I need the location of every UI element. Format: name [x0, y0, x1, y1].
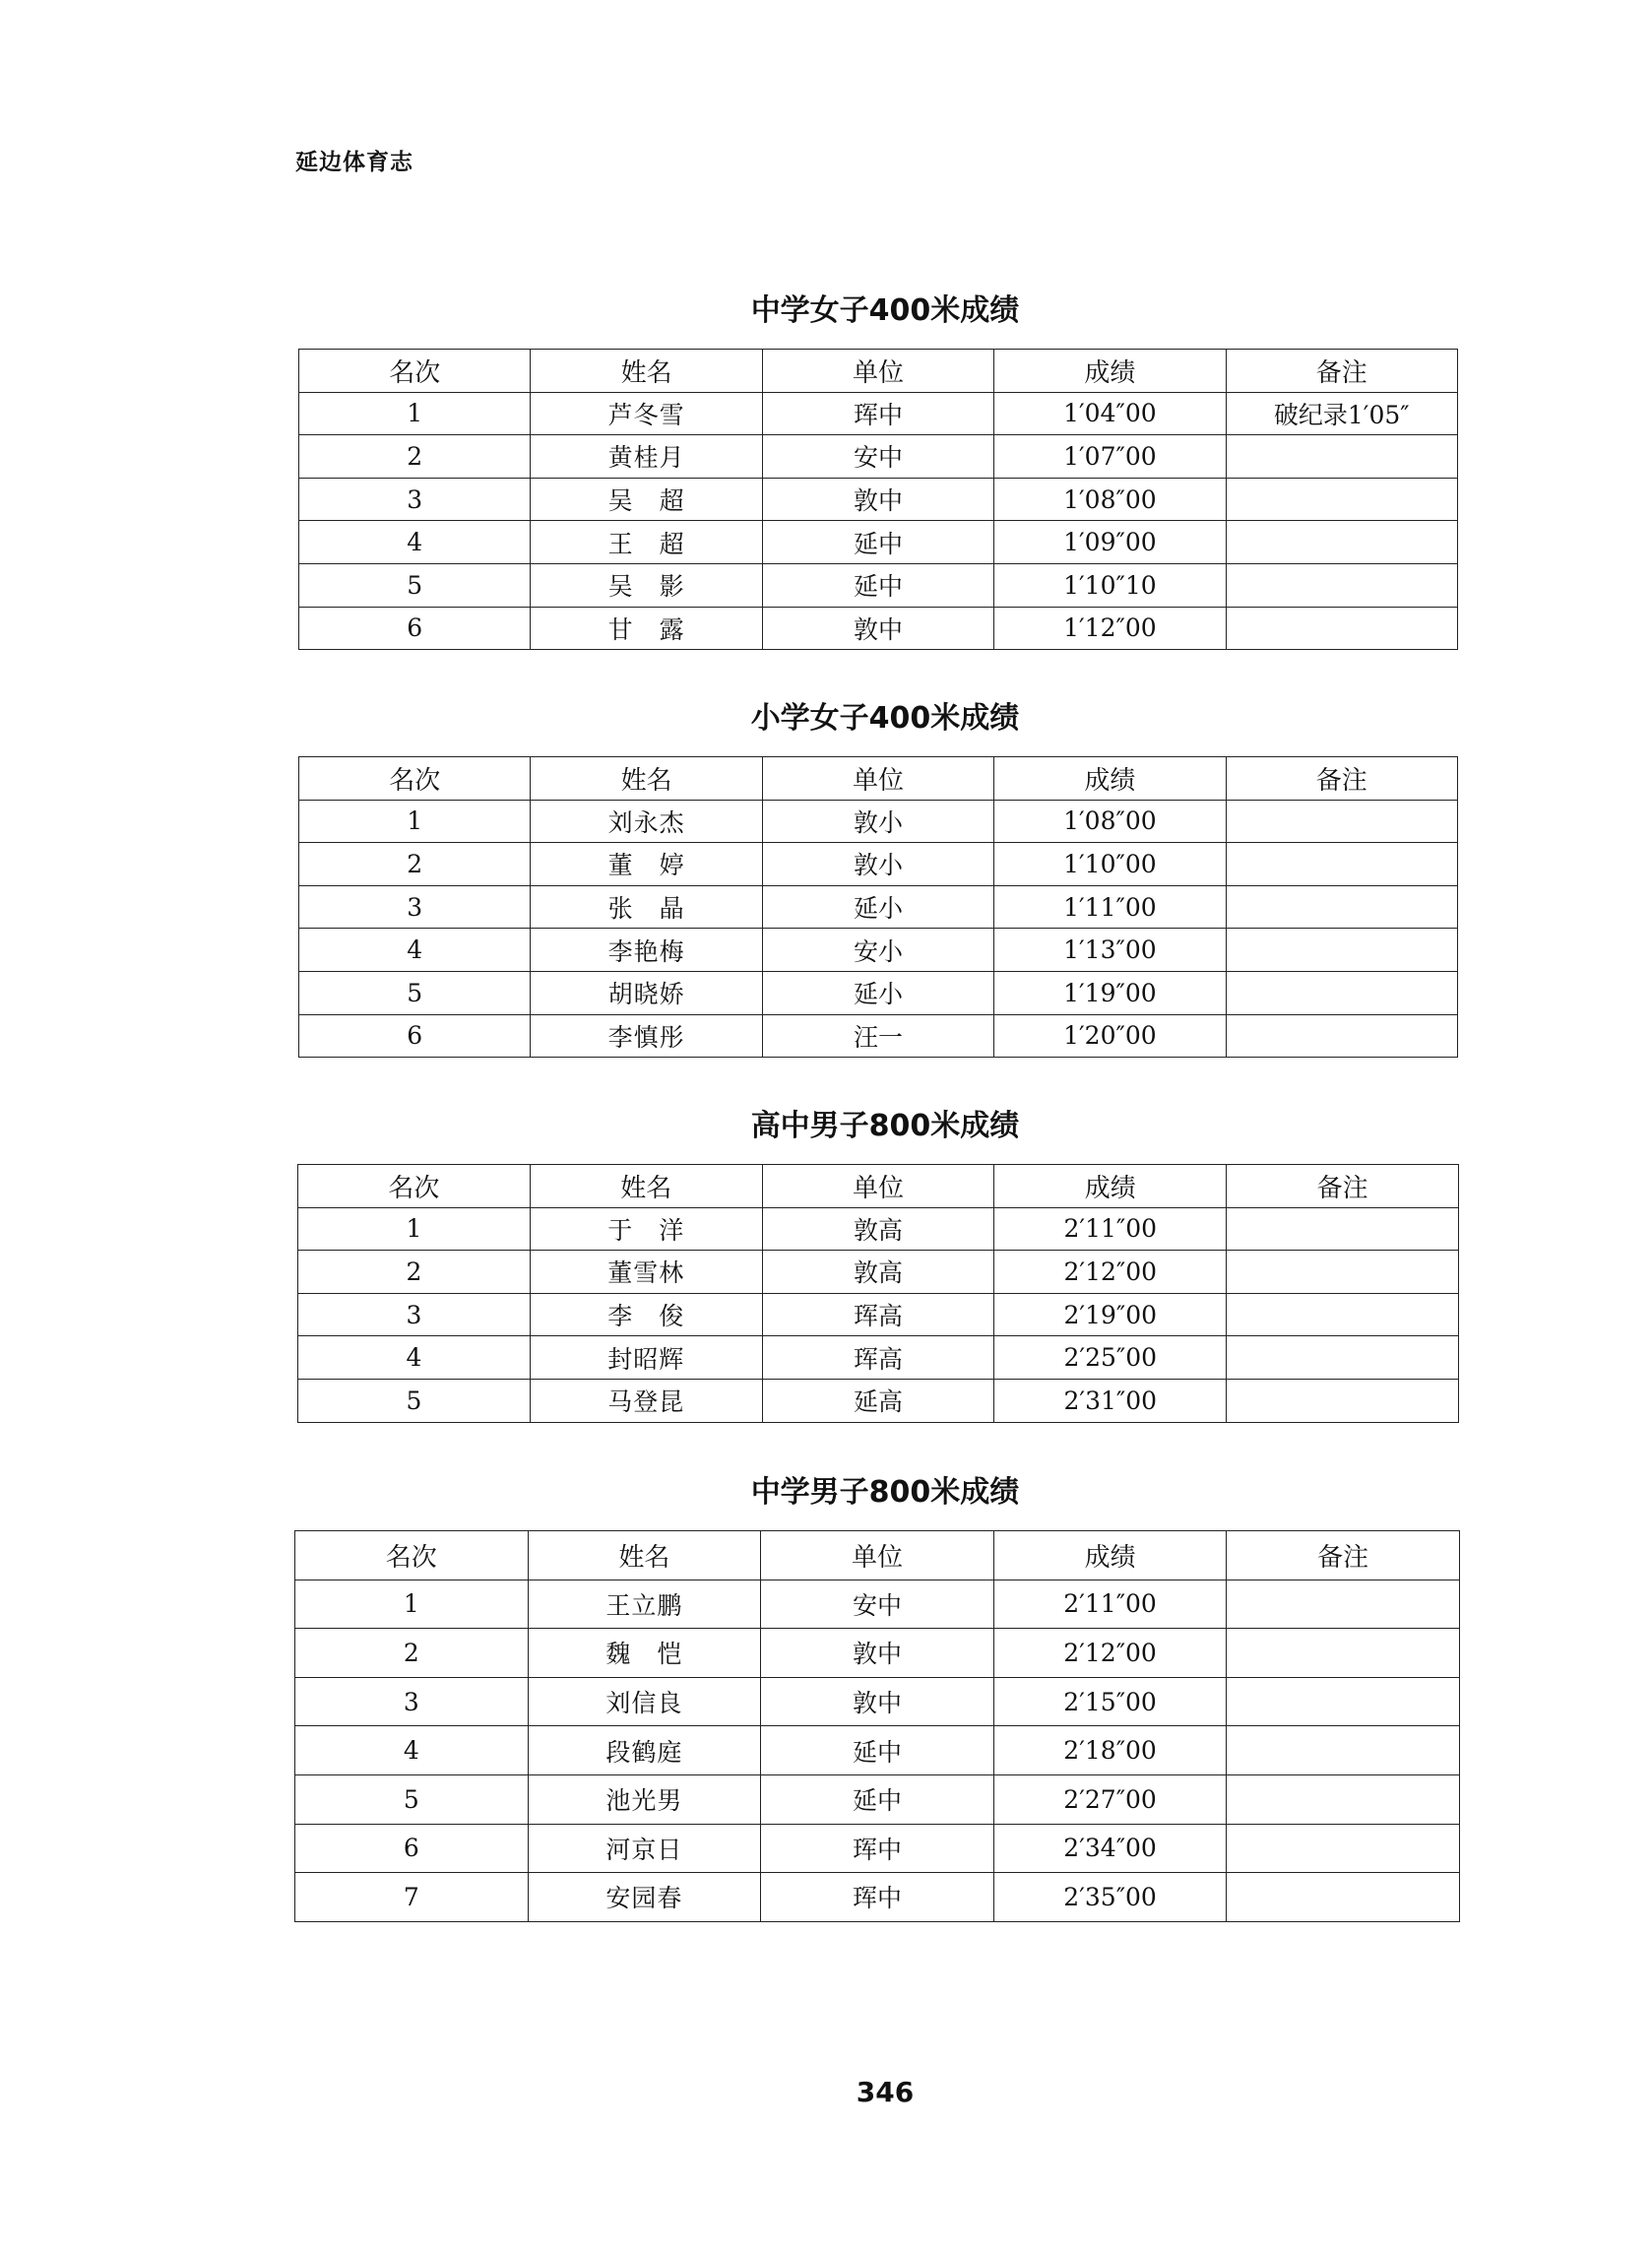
cell-result: 1′20″00 [994, 1014, 1226, 1058]
cell-unit: 珲高 [762, 1293, 994, 1336]
cell-remark [1227, 1207, 1459, 1251]
cell-result: 1′08″00 [994, 478, 1226, 521]
col-name-header: 姓名 [530, 1165, 762, 1208]
cell-rank: 6 [299, 607, 531, 650]
table-title: 小学女子400米成绩 [750, 701, 1020, 736]
cell-remark [1226, 929, 1457, 972]
cell-remark [1227, 1873, 1460, 1922]
table-title: 中学女子400米成绩 [750, 293, 1020, 328]
cell-unit: 敦小 [762, 843, 993, 886]
cell-name: 段鹤庭 [528, 1726, 761, 1775]
cell-unit: 敦高 [762, 1207, 994, 1251]
table-row [295, 1774, 1460, 1824]
running-header: 延边体育志 [295, 150, 413, 175]
cell-remark [1226, 800, 1457, 843]
table-row [298, 1293, 1459, 1336]
table-row [299, 478, 1458, 521]
cell-rank: 2 [299, 843, 531, 886]
col-remark-header: 备注 [1227, 1531, 1460, 1580]
cell-result: 1′12″00 [994, 607, 1226, 650]
table-row [299, 392, 1458, 435]
cell-name: 董 婷 [531, 843, 762, 886]
cell-rank: 1 [299, 800, 531, 843]
cell-remark [1226, 843, 1457, 886]
cell-unit: 延高 [762, 1379, 994, 1422]
cell-rank: 3 [295, 1677, 529, 1726]
cell-remark [1227, 1774, 1460, 1824]
cell-result: 2′12″00 [993, 1629, 1227, 1678]
cell-unit: 延中 [761, 1726, 994, 1775]
table-row [298, 1207, 1459, 1251]
cell-result: 1′07″00 [994, 435, 1226, 479]
table-row [299, 607, 1458, 650]
col-rank-header: 名次 [299, 350, 531, 393]
cell-result: 2′18″00 [993, 1726, 1227, 1775]
cell-remark [1227, 1379, 1459, 1422]
cell-result: 2′35″00 [993, 1873, 1227, 1922]
header-row [299, 350, 1458, 393]
col-rank-header: 名次 [299, 757, 531, 801]
cell-result: 2′15″00 [993, 1677, 1227, 1726]
cell-rank: 6 [295, 1824, 529, 1873]
cell-remark [1226, 885, 1457, 929]
table-row [295, 1677, 1460, 1726]
cell-rank: 2 [295, 1629, 529, 1678]
col-name-header: 姓名 [531, 757, 762, 801]
cell-rank: 7 [295, 1873, 529, 1922]
cell-rank: 6 [299, 1014, 531, 1058]
col-remark-header: 备注 [1226, 350, 1457, 393]
col-result-header: 成绩 [994, 350, 1226, 393]
cell-result: 1′04″00 [994, 392, 1226, 435]
cell-name: 刘信良 [528, 1677, 761, 1726]
table-row [299, 435, 1458, 479]
cell-unit: 珲中 [761, 1824, 994, 1873]
cell-name: 董雪林 [530, 1251, 762, 1294]
col-name-header: 姓名 [528, 1531, 761, 1580]
table-row [298, 1379, 1459, 1422]
cell-unit: 敦中 [762, 478, 993, 521]
col-rank-header: 名次 [298, 1165, 531, 1208]
col-unit-header: 单位 [762, 1165, 994, 1208]
results-table [298, 349, 1458, 650]
header-row [298, 1165, 1459, 1208]
cell-name: 王 超 [531, 521, 762, 564]
table-title: 高中男子800米成绩 [750, 1109, 1020, 1143]
cell-unit: 安小 [762, 929, 993, 972]
cell-unit: 延小 [762, 885, 993, 929]
col-name-header: 姓名 [531, 350, 762, 393]
cell-name: 芦冬雪 [531, 392, 762, 435]
cell-result: 1′10″10 [994, 563, 1226, 607]
cell-result: 1′09″00 [994, 521, 1226, 564]
cell-result: 1′11″00 [994, 885, 1226, 929]
table-row [298, 1251, 1459, 1294]
cell-rank: 2 [299, 435, 531, 479]
cell-remark [1226, 435, 1457, 479]
cell-remark: 破纪录1′05″ [1226, 392, 1457, 435]
table-row [299, 1014, 1458, 1058]
cell-rank: 5 [298, 1379, 531, 1422]
cell-rank: 5 [299, 971, 531, 1014]
cell-unit: 延中 [761, 1774, 994, 1824]
cell-rank: 2 [298, 1251, 531, 1294]
cell-name: 河京日 [528, 1824, 761, 1873]
cell-unit: 珲高 [762, 1336, 994, 1380]
cell-result: 2′34″00 [993, 1824, 1227, 1873]
col-unit-header: 单位 [762, 757, 993, 801]
cell-result: 1′19″00 [994, 971, 1226, 1014]
cell-unit: 敦中 [761, 1677, 994, 1726]
cell-result: 2′11″00 [994, 1207, 1227, 1251]
table-row [295, 1629, 1460, 1678]
cell-unit: 延小 [762, 971, 993, 1014]
cell-remark [1227, 1677, 1460, 1726]
cell-unit: 延中 [762, 521, 993, 564]
cell-rank: 1 [295, 1580, 529, 1629]
col-result-header: 成绩 [993, 1531, 1227, 1580]
col-remark-header: 备注 [1226, 757, 1457, 801]
cell-name: 黄桂月 [531, 435, 762, 479]
table-row [299, 971, 1458, 1014]
cell-unit: 珲中 [761, 1873, 994, 1922]
cell-name: 刘永杰 [531, 800, 762, 843]
cell-unit: 敦中 [762, 607, 993, 650]
cell-name: 吴 超 [531, 478, 762, 521]
cell-remark [1227, 1293, 1459, 1336]
cell-rank: 3 [298, 1293, 531, 1336]
cell-name: 李艳梅 [531, 929, 762, 972]
cell-rank: 4 [295, 1726, 529, 1775]
cell-remark [1226, 478, 1457, 521]
results-table [294, 1530, 1460, 1922]
cell-remark [1227, 1580, 1460, 1629]
table-row [295, 1824, 1460, 1873]
cell-rank: 1 [299, 392, 531, 435]
cell-result: 1′13″00 [994, 929, 1226, 972]
table-row [299, 843, 1458, 886]
cell-name: 马登昆 [530, 1379, 762, 1422]
cell-unit: 安中 [761, 1580, 994, 1629]
results-table [297, 1164, 1459, 1423]
table-title: 中学男子800米成绩 [750, 1475, 1020, 1510]
cell-name: 李慎彤 [531, 1014, 762, 1058]
cell-remark [1226, 607, 1457, 650]
cell-remark [1227, 1824, 1460, 1873]
table-row [299, 885, 1458, 929]
header-row [295, 1531, 1460, 1580]
cell-unit: 珲中 [762, 392, 993, 435]
col-rank-header: 名次 [295, 1531, 529, 1580]
cell-name: 池光男 [528, 1774, 761, 1824]
cell-result: 2′25″00 [994, 1336, 1227, 1380]
cell-rank: 4 [299, 521, 531, 564]
table-row [295, 1726, 1460, 1775]
cell-rank: 3 [299, 478, 531, 521]
cell-rank: 3 [299, 885, 531, 929]
results-table [298, 756, 1458, 1058]
col-unit-header: 单位 [762, 350, 993, 393]
cell-unit: 延中 [762, 563, 993, 607]
cell-unit: 汪一 [762, 1014, 993, 1058]
cell-name: 胡晓娇 [531, 971, 762, 1014]
cell-name: 李 俊 [530, 1293, 762, 1336]
page-number: 346 [856, 2076, 915, 2108]
cell-name: 吴 影 [531, 563, 762, 607]
cell-remark [1226, 521, 1457, 564]
cell-rank: 4 [298, 1336, 531, 1380]
table-row [299, 563, 1458, 607]
table-row [295, 1873, 1460, 1922]
cell-remark [1226, 563, 1457, 607]
cell-name: 甘 露 [531, 607, 762, 650]
cell-remark [1227, 1251, 1459, 1294]
table-row [295, 1580, 1460, 1629]
table-row [299, 929, 1458, 972]
header-row [299, 757, 1458, 801]
cell-unit: 敦高 [762, 1251, 994, 1294]
col-result-header: 成绩 [994, 1165, 1227, 1208]
cell-rank: 4 [299, 929, 531, 972]
table-row [299, 521, 1458, 564]
cell-result: 1′08″00 [994, 800, 1226, 843]
cell-unit: 敦中 [761, 1629, 994, 1678]
cell-result: 2′12″00 [994, 1251, 1227, 1294]
cell-rank: 5 [295, 1774, 529, 1824]
cell-remark [1226, 1014, 1457, 1058]
cell-remark [1226, 971, 1457, 1014]
cell-name: 安园春 [528, 1873, 761, 1922]
cell-unit: 敦小 [762, 800, 993, 843]
cell-rank: 5 [299, 563, 531, 607]
table-row [298, 1336, 1459, 1380]
cell-rank: 1 [298, 1207, 531, 1251]
cell-result: 2′31″00 [994, 1379, 1227, 1422]
cell-remark [1227, 1726, 1460, 1775]
cell-remark [1227, 1336, 1459, 1380]
cell-result: 2′11″00 [993, 1580, 1227, 1629]
cell-name: 于 洋 [530, 1207, 762, 1251]
cell-name: 王立鹏 [528, 1580, 761, 1629]
cell-remark [1227, 1629, 1460, 1678]
cell-result: 1′10″00 [994, 843, 1226, 886]
cell-result: 2′19″00 [994, 1293, 1227, 1336]
col-remark-header: 备注 [1227, 1165, 1459, 1208]
cell-name: 封昭辉 [530, 1336, 762, 1380]
col-result-header: 成绩 [994, 757, 1226, 801]
cell-result: 2′27″00 [993, 1774, 1227, 1824]
cell-name: 魏 恺 [528, 1629, 761, 1678]
cell-name: 张 晶 [531, 885, 762, 929]
cell-unit: 安中 [762, 435, 993, 479]
col-unit-header: 单位 [761, 1531, 994, 1580]
table-row [299, 800, 1458, 843]
